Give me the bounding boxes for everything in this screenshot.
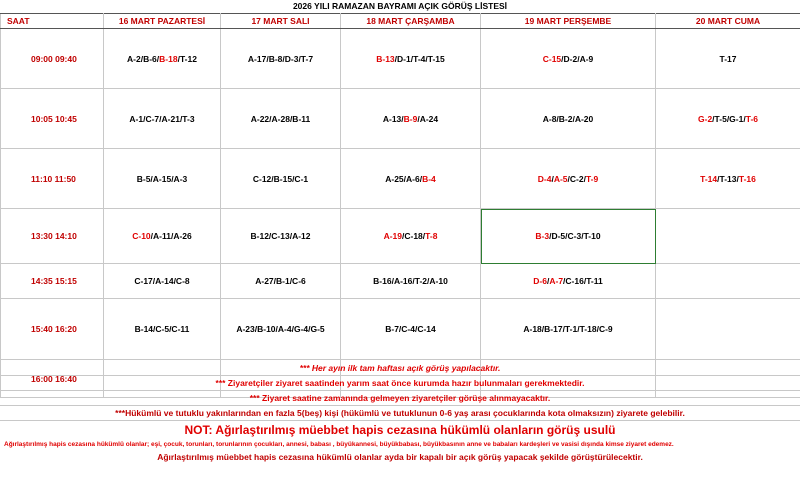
highlighted-code: D-4 <box>537 173 552 184</box>
highlighted-code: G-2 <box>698 113 713 124</box>
code-text: C-12/B-15/C-1 <box>252 173 309 184</box>
highlighted-code: T-6 <box>745 113 758 124</box>
code-text: /D-1/T-4/T-15 <box>394 53 445 64</box>
schedule-row <box>1 89 800 149</box>
highlighted-code: A-5 <box>553 173 568 184</box>
highlighted-code: C-10 <box>132 231 151 241</box>
highlighted-code: T-14 <box>700 173 718 184</box>
schedule-cell[interactable] <box>656 89 800 149</box>
code-text: B-7/C-4/C-14 <box>385 324 436 334</box>
schedule-cell[interactable] <box>481 264 656 299</box>
page-title: 2026 YILI RAMAZAN BAYRAMI AÇIK GÖRÜŞ LİSTESİ <box>292 1 508 11</box>
code-text: /T-5/G-1/ <box>712 113 746 124</box>
code-text: /A-11/A-26 <box>150 231 192 241</box>
time-slot: 15:40 16:20 <box>1 299 104 360</box>
time-slot: 11:10 11:50 <box>1 149 104 209</box>
schedule-cell[interactable] <box>481 149 656 209</box>
time-slot: 10:05 10:45 <box>1 89 104 149</box>
code-text: /C-2/ <box>567 173 586 184</box>
schedule-cell[interactable] <box>341 149 481 209</box>
code-text: /D-2/A-9 <box>561 53 594 64</box>
code-text: /A-24 <box>417 113 439 124</box>
schedule-cell[interactable] <box>221 299 341 360</box>
code-text: A-1/C-7/A-21/T-3 <box>129 113 195 124</box>
schedule-cell[interactable] <box>341 264 481 299</box>
code-text: /D-5/C-3/T-10 <box>549 231 601 241</box>
schedule-cell[interactable] <box>104 29 221 89</box>
highlighted-code: C-15 <box>542 53 562 64</box>
schedule-cell[interactable] <box>656 209 800 264</box>
highlighted-code: T-8 <box>425 231 438 241</box>
header-day-3: 18 MART ÇARŞAMBA <box>341 14 481 29</box>
note-heading: NOT: Ağırlaştırılmış müebbet hapis cezasına hükümlü olanların görüş usulü <box>184 423 616 437</box>
highlighted-code: A-19 <box>383 231 402 241</box>
schedule-cell[interactable] <box>656 299 800 360</box>
schedule-cell[interactable] <box>656 264 800 299</box>
schedule-cell[interactable] <box>104 149 221 209</box>
schedule-cell[interactable] <box>221 29 341 89</box>
note-late: *** Ziyaret saatine zamanında gelmeyen ziyaretçiler görüşe alınmayacaktır. <box>0 391 800 406</box>
note-family-rule: Ağırlaştırılmış hapis cezasına hükümlü olanlar; eşi, çocuk, torunları, torunlarının çocukları, annesi, babası , büyükannesi, büyükbabası, büyükbasının anne ve babaları kardeşleri ve vasisi dışında kimse ziyaret edemez. <box>4 441 674 448</box>
highlighted-code: B-3 <box>535 231 550 241</box>
code-text: A-13/ <box>382 113 404 124</box>
code-text: A-18/B-17/T-1/T-18/C-9 <box>523 324 613 334</box>
code-text: /C-18/ <box>402 231 426 241</box>
code-text: T-17 <box>719 53 737 64</box>
schedule-row <box>1 299 800 360</box>
highlighted-code: A-7 <box>549 276 564 286</box>
code-text: C-17/A-14/C-8 <box>134 276 190 286</box>
header-day-1: 16 MART PAZARTESİ <box>104 14 221 29</box>
schedule-cell[interactable] <box>656 149 800 209</box>
highlighted-code: T-16 <box>738 173 756 184</box>
highlighted-code: B-13 <box>376 53 395 64</box>
header-day-4: 19 MART PERŞEMBE <box>481 14 656 29</box>
highlighted-code: D-6 <box>533 276 547 286</box>
code-text: /C-16/T-11 <box>563 276 603 286</box>
schedule-cell[interactable] <box>104 209 221 264</box>
code-text: B-5/A-15/A-3 <box>136 173 188 184</box>
schedule-cell[interactable] <box>656 29 800 89</box>
note-visitor-limit: ***Hükümlü ve tutuklu yakınlarından en fazla 5(beş) kişi (hükümlü ve tutuklunun 0-6 yaş arası çocuklarında kota olmaksızın) ziyarete gelebilir. <box>0 406 800 421</box>
code-text: A-22/A-28/B-11 <box>250 113 311 124</box>
time-slot: 16:00 16:40 <box>1 360 104 398</box>
time-slot: 13:30 14:10 <box>1 209 104 264</box>
schedule-row <box>1 264 800 299</box>
code-text: /T-12 <box>177 53 197 64</box>
schedule-cell[interactable] <box>341 89 481 149</box>
time-slot: 14:35 15:15 <box>1 264 104 299</box>
header-day-5: 20 MART CUMA <box>656 14 800 29</box>
time-slot: 09:00 09:40 <box>1 29 104 89</box>
code-text: A-27/B-1/C-6 <box>255 276 306 286</box>
highlighted-code: B-4 <box>422 173 436 184</box>
code-text: A-17/B-8/D-3/T-7 <box>247 53 314 64</box>
code-text: B-14/C-5/C-11 <box>134 324 190 334</box>
code-text: B-12/C-13/A-12 <box>250 231 311 241</box>
code-text: B-16/A-16/T-2/A-10 <box>373 276 448 286</box>
schedule-cell[interactable] <box>104 299 221 360</box>
schedule-cell[interactable] <box>481 29 656 89</box>
note-monthly-rule: Ağırlaştırılmış müebbet hapis cezasına hükümlü olanlar ayda bir kapalı bir açık görüş yapacak şekilde görüştürülecektir. <box>157 452 643 462</box>
schedule-cell[interactable] <box>341 29 481 89</box>
schedule-cell[interactable] <box>221 209 341 264</box>
highlighted-code: T-9 <box>585 173 599 184</box>
notes-section <box>0 362 800 464</box>
code-text: A-23/B-10/A-4/G-4/G-5 <box>236 324 325 334</box>
schedule-cell[interactable] <box>341 299 481 360</box>
header-saat: SAAT <box>1 14 104 29</box>
schedule-cell[interactable] <box>481 89 656 149</box>
header-row <box>1 14 800 29</box>
schedule-row <box>1 209 800 264</box>
highlighted-code: B-18 <box>159 53 178 64</box>
code-text: / <box>546 276 550 286</box>
code-text: / <box>551 173 554 184</box>
code-text: /T-13/ <box>717 173 739 184</box>
schedule-cell[interactable] <box>221 89 341 149</box>
note-weekly: *** Her ayın ilk tam haftası açık görüş yapılacaktır. <box>0 362 800 376</box>
schedule-cell[interactable] <box>104 89 221 149</box>
schedule-cell[interactable] <box>481 209 656 264</box>
schedule-cell[interactable] <box>341 209 481 264</box>
schedule-row <box>1 29 800 89</box>
schedule-cell[interactable] <box>221 264 341 299</box>
schedule-cell[interactable] <box>221 149 341 209</box>
highlighted-code: B-9 <box>403 113 418 124</box>
code-text: A-2/B-6/ <box>127 53 160 64</box>
schedule-cell[interactable] <box>481 299 656 360</box>
header-day-2: 17 MART SALI <box>221 14 341 29</box>
code-text: A-25/A-6/ <box>385 173 423 184</box>
code-text: A-8/B-2/A-20 <box>542 113 594 124</box>
note-arrival: *** Ziyaretçiler ziyaret saatinden yarım saat önce kurumda hazır bulunmaları gerekmektedir. <box>0 376 800 391</box>
schedule-cell[interactable] <box>104 264 221 299</box>
schedule-row <box>1 149 800 209</box>
schedule-table <box>0 13 800 398</box>
